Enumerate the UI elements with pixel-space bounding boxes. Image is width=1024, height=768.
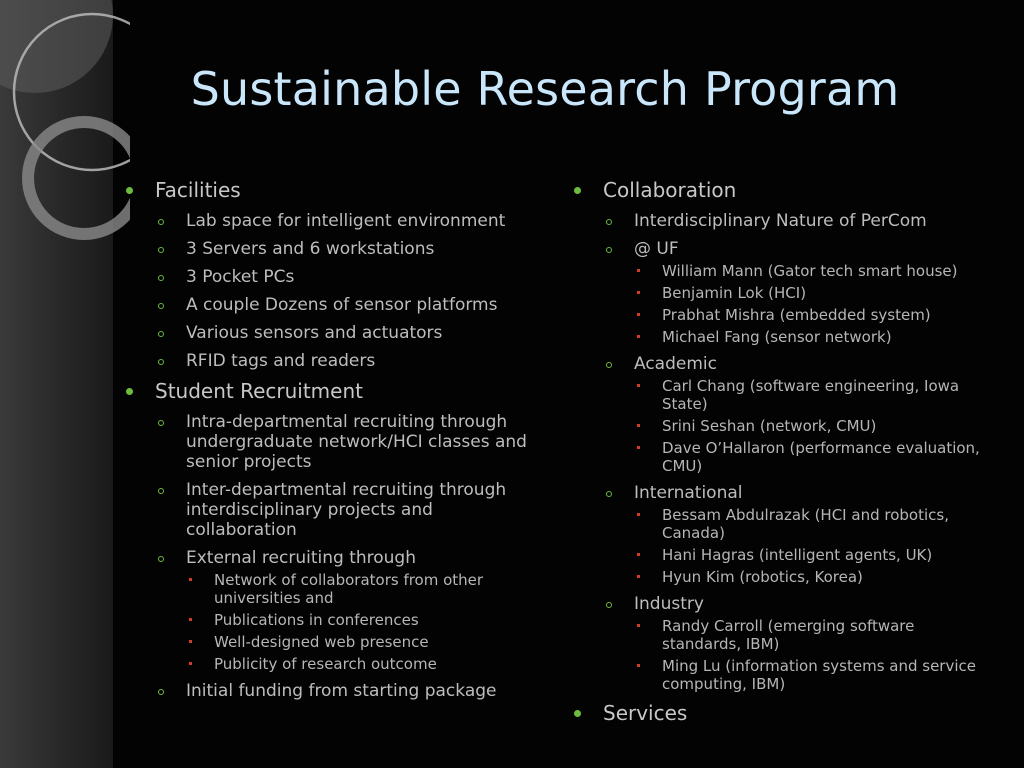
bullet-circle-icon xyxy=(158,331,164,337)
bullet-square-icon xyxy=(637,384,640,387)
right-column xyxy=(572,178,997,730)
bullet-circle-icon xyxy=(158,359,164,365)
list-subitem: Carl Chang (software engineering, Iowa State) xyxy=(634,377,997,413)
bullet-square-icon xyxy=(637,313,640,316)
bullet-circle-icon xyxy=(606,219,612,225)
bullet-circle-icon xyxy=(606,491,612,497)
list-subitem: Hani Hagras (intelligent agents, UK) xyxy=(634,546,997,564)
bullet-circle-icon xyxy=(158,488,164,494)
left-column xyxy=(124,178,549,709)
bullet-square-icon xyxy=(637,291,640,294)
bullet-square-icon xyxy=(637,664,640,667)
bullet-circle-icon xyxy=(158,689,164,695)
bullet-dot-icon xyxy=(126,187,133,194)
list-item: Lab space for intelligent environment xyxy=(155,211,549,231)
bullet-label: Student Recruitment xyxy=(155,379,363,403)
list-item: Interdisciplinary Nature of PerCom xyxy=(603,211,997,231)
slide-title: Sustainable Research Program xyxy=(190,62,900,116)
list-subitem: Network of collaborators from other universities and xyxy=(186,571,549,607)
list-subitem: Hyun Kim (robotics, Korea) xyxy=(634,568,997,586)
bullet-circle-icon xyxy=(606,362,612,368)
bullet-label: Facilities xyxy=(155,178,241,202)
bullet-square-icon xyxy=(637,446,640,449)
list-item-international: International Bessam Abdulrazak (HCI and robotics, Canada) Hani Hagras (intelligent agents, UK) Hyun Kim (robotics, Korea) xyxy=(603,483,997,586)
bullet-circle-icon xyxy=(606,602,612,608)
bullet-square-icon xyxy=(637,269,640,272)
bullet-dot-icon xyxy=(574,187,581,194)
list-item: Various sensors and actuators xyxy=(155,323,549,343)
bullet-facilities xyxy=(124,178,549,371)
list-item: Inter-departmental recruiting through interdisciplinary projects and collaboration xyxy=(155,480,549,540)
list-item: External recruiting through Network of collaborators from other universities and Publications in conferences Well-designed web presence Publicity of research outcome xyxy=(155,548,549,673)
bullet-circle-icon xyxy=(158,219,164,225)
bullet-label: Collaboration xyxy=(603,178,737,202)
decorative-circles-graphic xyxy=(0,0,130,260)
list-item: Initial funding from starting package xyxy=(155,681,549,701)
bullet-circle-icon xyxy=(158,247,164,253)
bullet-square-icon xyxy=(189,578,192,581)
bullet-circle-icon xyxy=(158,556,164,562)
list-item: 3 Pocket PCs xyxy=(155,267,549,287)
list-item: 3 Servers and 6 workstations xyxy=(155,239,549,259)
bullet-services xyxy=(572,701,997,725)
bullet-circle-icon xyxy=(158,275,164,281)
bullet-square-icon xyxy=(637,575,640,578)
list-subitem: Well-designed web presence xyxy=(186,633,549,651)
bullet-collaboration xyxy=(572,178,997,693)
list-item: RFID tags and readers xyxy=(155,351,549,371)
list-subitem: Dave O’Hallaron (performance evaluation, CMU) xyxy=(634,439,997,475)
list-item: Intra-departmental recruiting through undergraduate network/HCI classes and senior projects xyxy=(155,412,549,472)
list-subitem: Michael Fang (sensor network) xyxy=(634,328,997,346)
list-subitem: Ming Lu (information systems and service computing, IBM) xyxy=(634,657,997,693)
list-subitem: Publicity of research outcome xyxy=(186,655,549,673)
bullet-square-icon xyxy=(637,513,640,516)
list-subitem: William Mann (Gator tech smart house) xyxy=(634,262,997,280)
list-item-industry: Industry Randy Carroll (emerging software standards, IBM) Ming Lu (information systems and service computing, IBM) xyxy=(603,594,997,693)
bullet-label: Services xyxy=(603,701,688,725)
list-subitem: Randy Carroll (emerging software standards, IBM) xyxy=(634,617,997,653)
bullet-square-icon xyxy=(637,335,640,338)
list-subitem: Publications in conferences xyxy=(186,611,549,629)
bullet-square-icon xyxy=(189,618,192,621)
bullet-square-icon xyxy=(637,553,640,556)
bullet-student-recruitment xyxy=(124,379,549,701)
bullet-circle-icon xyxy=(158,420,164,426)
list-subitem: Prabhat Mishra (embedded system) xyxy=(634,306,997,324)
bullet-circle-icon xyxy=(606,247,612,253)
bullet-circle-icon xyxy=(158,303,164,309)
list-item-uf: @ UF William Mann (Gator tech smart house) Benjamin Lok (HCI) Prabhat Mishra (embedded system) Michael Fang (sensor network) xyxy=(603,239,997,346)
list-item: A couple Dozens of sensor platforms xyxy=(155,295,549,315)
list-subitem: Srini Seshan (network, CMU) xyxy=(634,417,997,435)
bullet-square-icon xyxy=(189,662,192,665)
bullet-dot-icon xyxy=(574,710,581,717)
bullet-square-icon xyxy=(189,640,192,643)
list-item-academic: Academic Carl Chang (software engineering, Iowa State) Srini Seshan (network, CMU) Dave O’Hallaron (performance evaluation, CMU) xyxy=(603,354,997,475)
bullet-square-icon xyxy=(637,424,640,427)
list-subitem: Bessam Abdulrazak (HCI and robotics, Canada) xyxy=(634,506,997,542)
list-subitem: Benjamin Lok (HCI) xyxy=(634,284,997,302)
bullet-dot-icon xyxy=(126,388,133,395)
bullet-square-icon xyxy=(637,624,640,627)
